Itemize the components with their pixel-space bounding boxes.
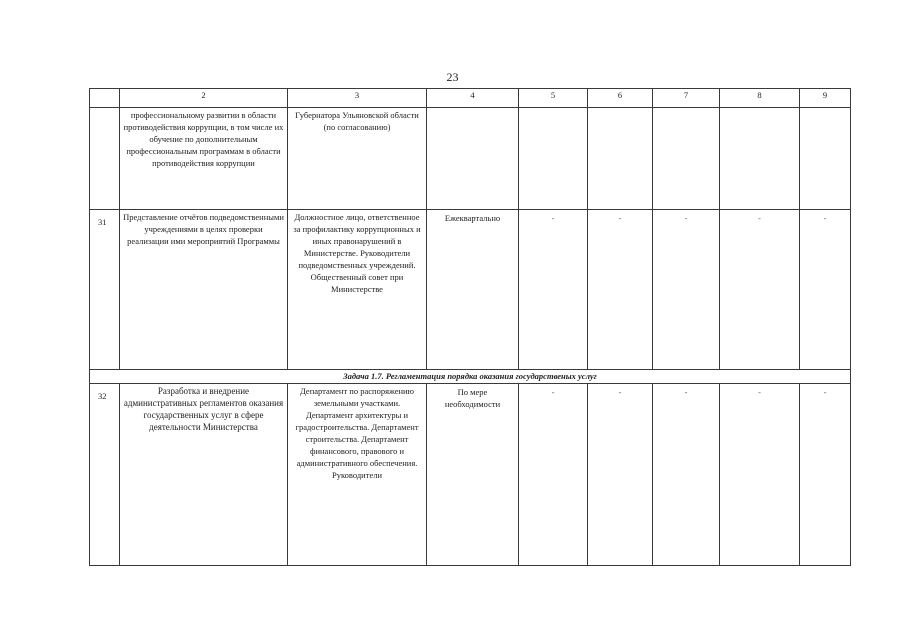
row-value: -: [653, 210, 720, 370]
row-term: Ежеквартально: [427, 210, 519, 370]
row-description: Представление отчётов подведомственными учреждениями в целях проверки реализации ими мероприятий Программы: [120, 210, 288, 370]
header-cell-1: [90, 89, 120, 108]
row-description: Разработка и внедрение административных регламентов оказания государственных услуг в сфере деятельности Министерства: [120, 384, 288, 566]
row-value: -: [519, 210, 588, 370]
header-cell-5: 5: [519, 89, 588, 108]
header-cell-4: 4: [427, 89, 519, 108]
row-value: -: [588, 210, 653, 370]
task-heading: Задача 1.7. Регламентация порядка оказания государственых услуг: [90, 370, 851, 384]
table-row: [90, 108, 851, 210]
row-value: -: [519, 384, 588, 566]
table-row: [90, 384, 851, 566]
row-value: [588, 108, 653, 210]
header-cell-2: 2: [120, 89, 288, 108]
row-description: профессиональному развитии в области противодействия коррупции, в том числе их обучение по дополнительным профессиональным программам в области противодействия коррупции: [120, 108, 288, 210]
row-number: 32: [90, 384, 120, 566]
row-value: -: [720, 210, 800, 370]
row-value: [800, 108, 851, 210]
row-value: [653, 108, 720, 210]
header-cell-3: 3: [288, 89, 427, 108]
row-term: [427, 108, 519, 210]
row-responsible: Губернатора Ульяновской области (по согласованию): [288, 108, 427, 210]
program-table: [89, 88, 851, 566]
row-value: -: [588, 384, 653, 566]
row-term: По мере необходимости: [427, 384, 519, 566]
header-cell-9: 9: [800, 89, 851, 108]
row-responsible: Департамент по распоряжению земельными участками. Департамент архитектуры и градостроительства. Департамент строительства. Департамент финансового, правового и административного обеспечения. Руководители: [288, 384, 427, 566]
table-row: [90, 210, 851, 370]
task-heading-row: [90, 370, 851, 384]
row-number: 31: [90, 210, 120, 370]
row-value: -: [653, 384, 720, 566]
table-header-row: [90, 89, 851, 108]
row-value: -: [800, 210, 851, 370]
page-number: 23: [446, 70, 459, 84]
row-value: [519, 108, 588, 210]
row-responsible: Должностное лицо, ответственное за профилактику коррупционных и иных правонарушений в Министерстве. Руководители подведомственных учреждений. Общественный совет при Министерстве: [288, 210, 427, 370]
row-value: [720, 108, 800, 210]
row-number: [90, 108, 120, 210]
row-value: -: [720, 384, 800, 566]
header-cell-7: 7: [653, 89, 720, 108]
header-cell-6: 6: [588, 89, 653, 108]
row-value: -: [800, 384, 851, 566]
header-cell-8: 8: [720, 89, 800, 108]
